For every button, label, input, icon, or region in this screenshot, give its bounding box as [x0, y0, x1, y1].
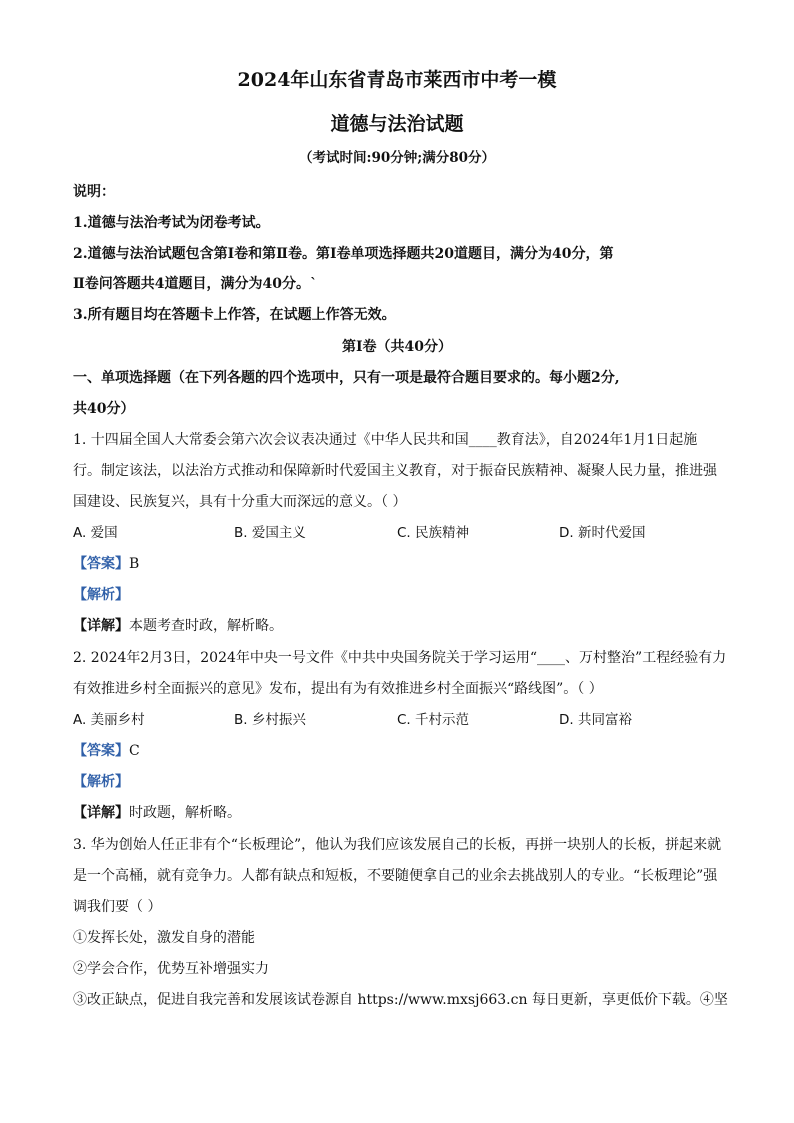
q3-statement-3: ③改正缺点，促进自我完善和发展该试卷源自 https://www.mxsj663.cn 每日更新，享更低价下载。④坚	[73, 992, 728, 1008]
q1-analysis-row	[73, 585, 129, 605]
q3-stem-line-2: 是一个高桶，就有竞争力。人都有缺点和短板，不要随便拿自己的业余去挑战别人的专业。“长板理论”强	[73, 868, 718, 884]
q3-statement-1: ①发挥长处，激发自身的潜能	[73, 930, 255, 946]
q2-option-d: D. 共同富裕	[559, 712, 632, 728]
q3-statement-2: ②学会合作，优势互补增强实力	[73, 961, 269, 977]
q1-answer-row	[73, 554, 139, 574]
q1-stem-line-2: 行。制定该法，以法治方式推动和保障新时代爱国主义教育，对于振奋民族精神、凝聚人民力量，推进强	[73, 463, 717, 479]
q1-answer-value: B	[129, 556, 140, 572]
answer-label: 【答案】	[73, 556, 129, 572]
subject-title: 道德与法治试题	[330, 113, 464, 135]
q2-answer-value: C	[129, 743, 140, 759]
q1-option-b: B. 爱国主义	[234, 525, 306, 541]
exam-info: （考试时间:90分钟;满分80分）	[298, 150, 496, 166]
q3-stem-line-1: 3. 华为创始人任正非有个“长板理论”，他认为我们应该发展自己的长板，再拼一块别人的长板，拼起来就	[73, 837, 722, 853]
q2-option-b: B. 乡村振兴	[234, 712, 306, 728]
q1-option-d: D. 新时代爱国	[559, 525, 646, 541]
answer-label: 【答案】	[73, 743, 129, 759]
q3-stem-line-3: 调我们要（ ）	[73, 899, 162, 915]
volume-title: 第Ⅰ卷（共40分）	[341, 339, 453, 355]
instruction-item-1: 1.道德与法治考试为闭卷考试。	[73, 215, 270, 231]
q1-option-c: C. 民族精神	[397, 525, 470, 541]
q1-detail-text: 本题考查时政，解析略。	[129, 618, 283, 634]
analysis-label: 【解析】	[73, 587, 129, 603]
q2-stem-line-2: 有效推进乡村全面振兴的意见》发布，提出有为有效推进乡村全面振兴“路线图”。（ ）	[73, 681, 603, 697]
q2-answer-row	[73, 741, 140, 761]
part-heading-line-2: 共40分）	[73, 401, 135, 417]
q1-stem-line-3: 国建设、民族复兴，具有十分重大而深远的意义。（ ）	[73, 494, 407, 510]
analysis-label: 【解析】	[73, 774, 129, 790]
q2-detail-text: 时政题，解析略。	[129, 805, 241, 821]
instruction-item-2-line-1: 2.道德与法治试题包含第Ⅰ卷和第Ⅱ卷。第Ⅰ卷单项选择题共20道题目，满分为40分，第	[73, 246, 614, 262]
instruction-item-2-line-2: Ⅱ卷问答题共4道题目，满分为40分。`	[73, 276, 318, 292]
part-heading-line-1: 一、单项选择题（在下列各题的四个选项中，只有一项是最符合题目要求的。每小题2分,	[73, 370, 620, 386]
q1-option-a: A. 爱国	[73, 525, 118, 541]
detail-label: 【详解】	[73, 805, 129, 821]
q2-option-a: A. 美丽乡村	[73, 712, 145, 728]
q2-analysis-row	[73, 772, 129, 792]
q1-detail-row	[73, 616, 283, 636]
q2-stem-line-1: 2. 2024年2月3日，2024年中央一号文件《中共中央国务院关于学习运用“____、万村整治”工程经验有力	[73, 650, 727, 666]
detail-label: 【详解】	[73, 618, 129, 634]
instruction-item-3: 3.所有题目均在答题卡上作答，在试题上作答无效。	[73, 307, 396, 323]
q2-option-c: C. 千村示范	[397, 712, 470, 728]
q2-detail-row	[73, 803, 241, 823]
q1-stem-line-1: 1. 十四届全国人大常委会第六次会议表决通过《中华人民共和国____教育法》，自2024年1月1日起施	[73, 432, 698, 448]
exam-title: 2024年山东省青岛市莱西市中考一模	[237, 69, 557, 91]
instructions-heading: 说明：	[73, 184, 115, 200]
